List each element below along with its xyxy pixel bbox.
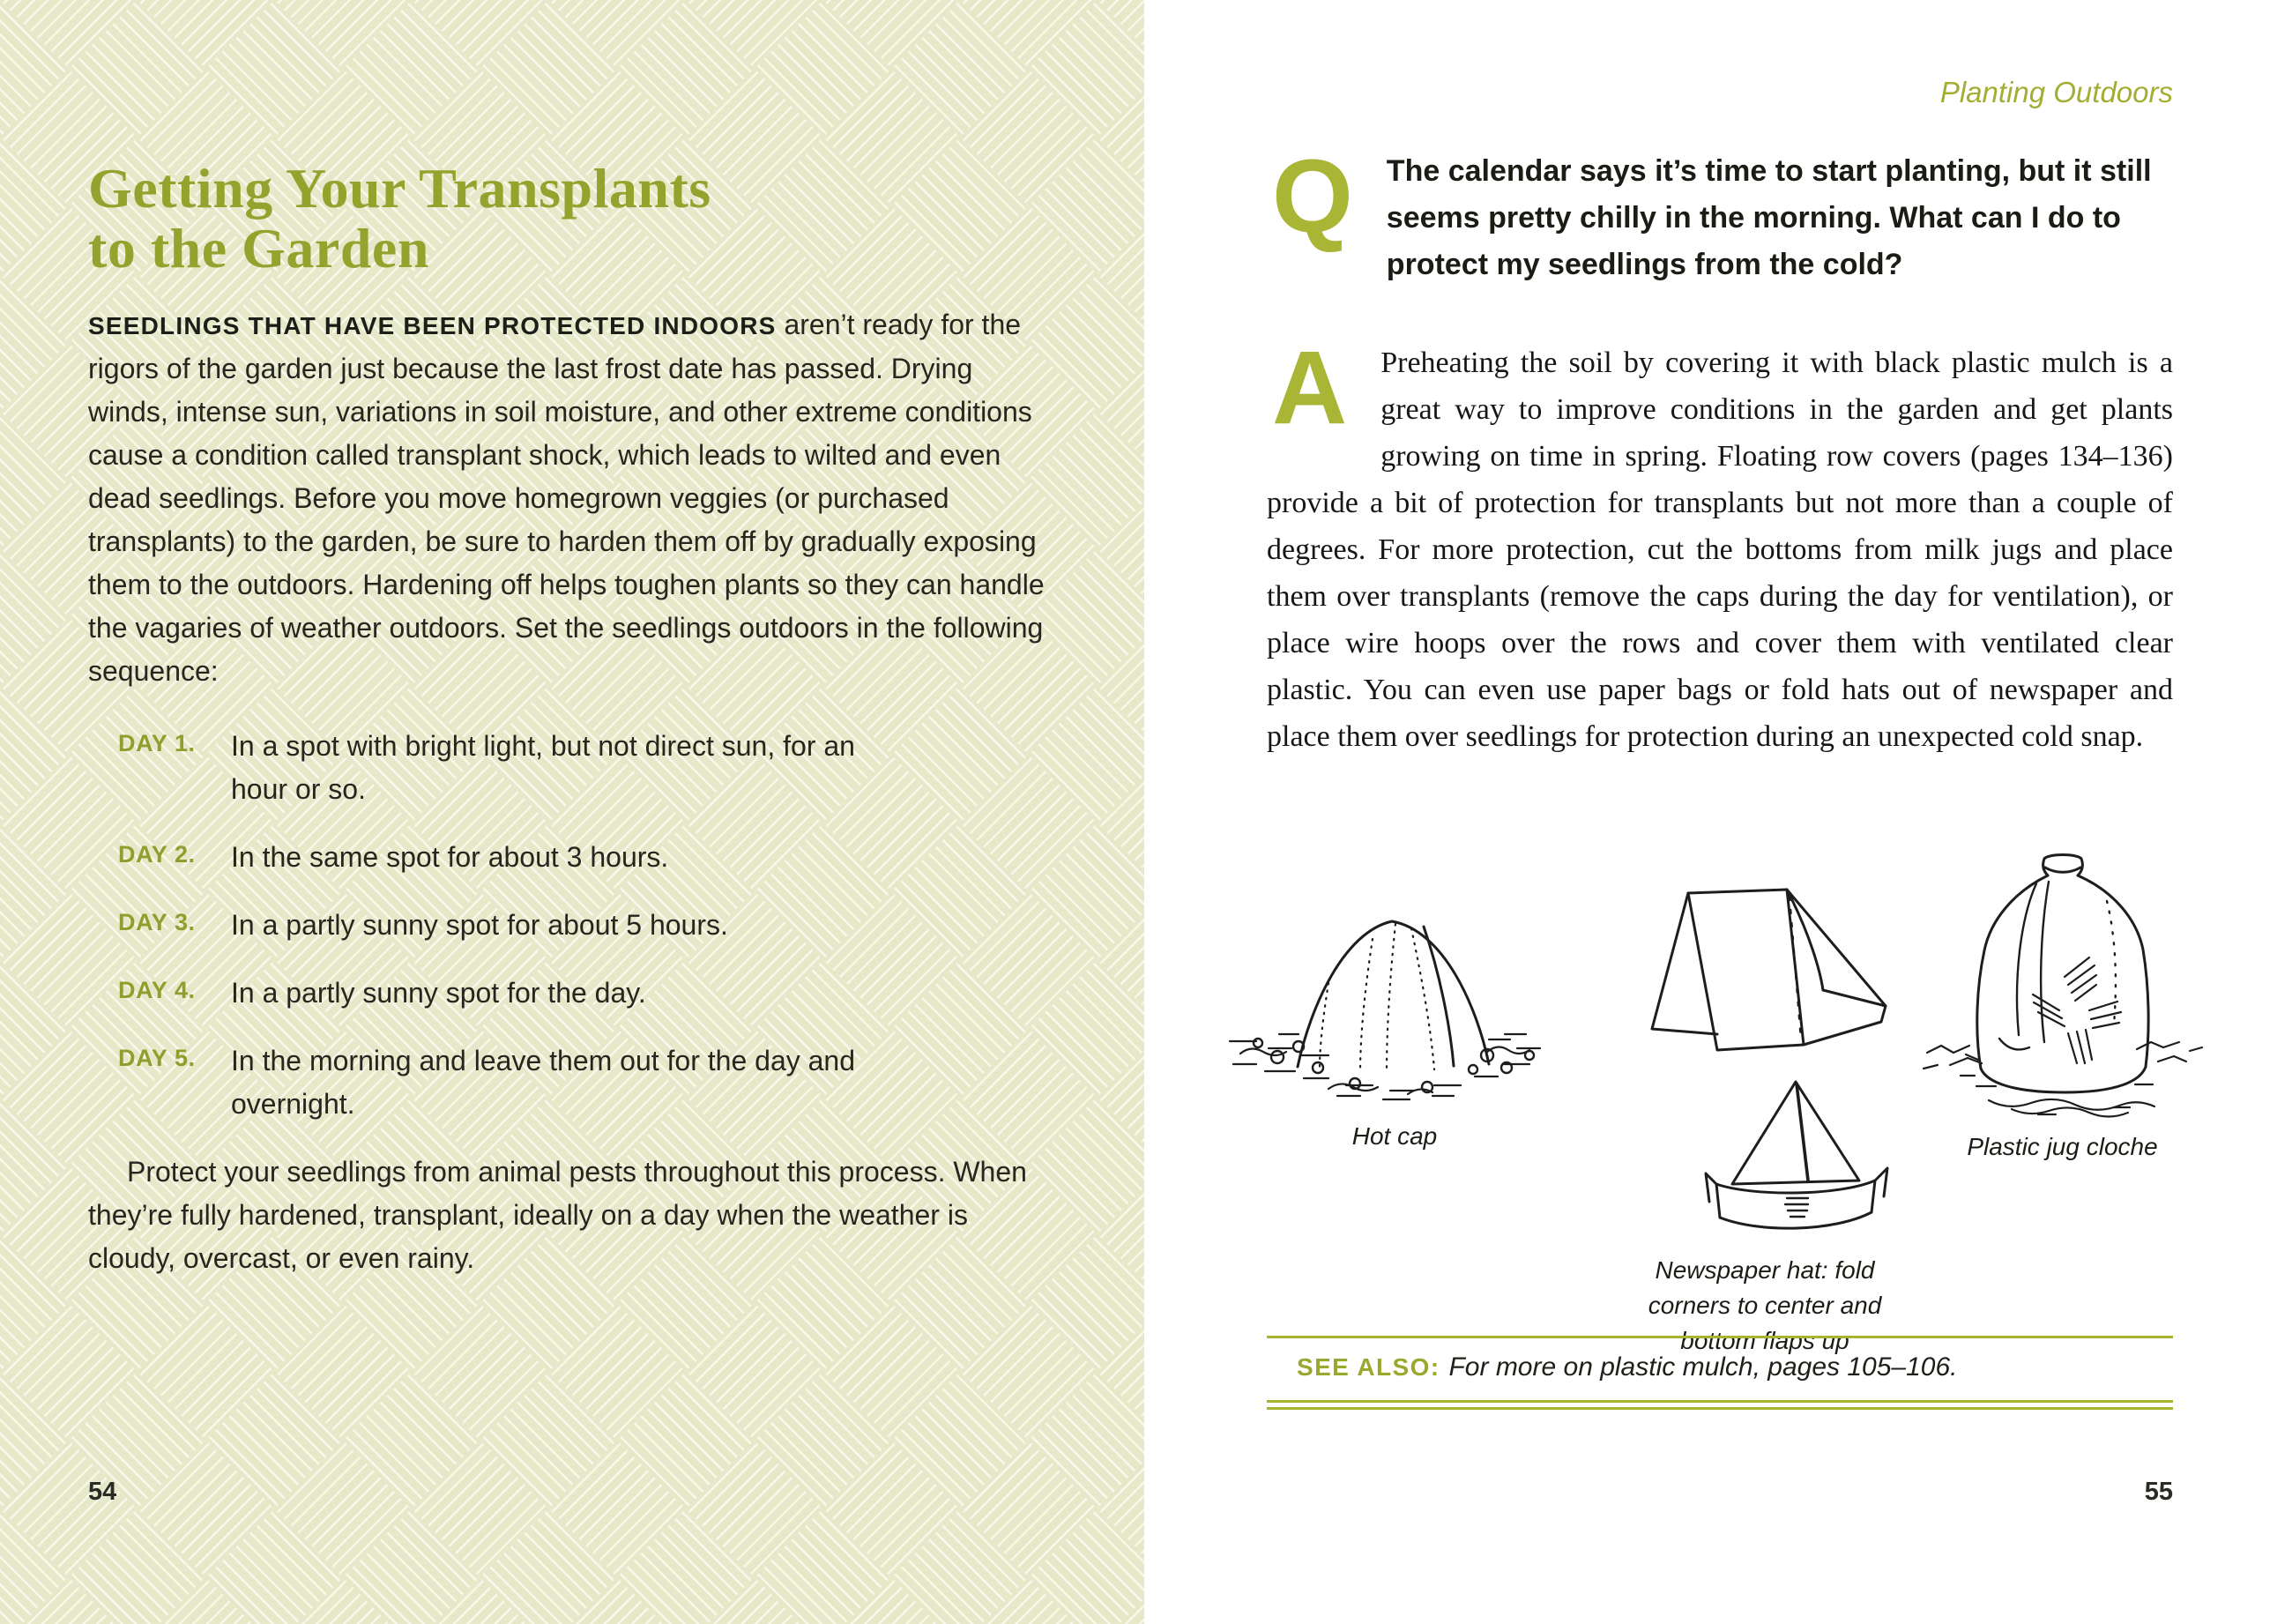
- running-head: Planting Outdoors: [1939, 76, 2173, 108]
- hot-cap-drawing: [1223, 868, 1566, 1102]
- newspaper-hat-caption: Newspaper hat: fold corners to center and bottom flaps up: [1648, 1256, 1882, 1354]
- day-item: [118, 836, 1058, 879]
- right-page: [1144, 0, 2292, 1624]
- see-also-label: SEE ALSO:: [1297, 1353, 1440, 1381]
- left-page-content: [0, 0, 1144, 1280]
- hot-cap-figure: [1223, 868, 1566, 1154]
- answer-text: Preheating the soil by covering it with black plastic mulch is a great way to improve conditions in the garden and get plants growing on time in spring. Floating row covers (pages 134–136) provide a bit of protection for transplants but not more than a couple of degrees. For more protection, cut the bottoms from milk jugs and place them over transplants (remove the caps during the day for ventilation), or place wire hoops over the rows and cover them with ventilated clear plastic. You can even use paper bags or fold hats out of newspaper and place them over seedlings for protection during an unexpected cold snap.: [1267, 346, 2173, 753]
- question-text: The calendar says it’s time to start planting, but it still seems pretty chilly in the morning. What can I do to protect my seedlings from the cold?: [1386, 154, 2152, 281]
- page-number-right: 55: [2144, 1478, 2173, 1506]
- question-letter-q: Q: [1272, 138, 1353, 255]
- figure-group: [1267, 846, 2173, 1354]
- plastic-jug-figure: [1915, 846, 2210, 1165]
- page-number-left: 54: [88, 1478, 117, 1506]
- hot-cap-caption: Hot cap: [1351, 1122, 1438, 1150]
- day-text: In the morning and leave them out for the day and overnight.: [231, 1045, 856, 1120]
- page-title: [88, 159, 1058, 279]
- newspaper-hat-figure: [1619, 860, 1910, 1359]
- day-label: DAY 5.: [118, 1045, 196, 1071]
- lead-in-text: SEEDLINGS THAT HAVE BEEN PROTECTED INDOORS: [88, 312, 777, 339]
- day-text: In a partly sunny spot for about 5 hours.: [231, 909, 728, 941]
- day-text: In a partly sunny spot for the day.: [231, 977, 646, 1009]
- answer-letter-a: A: [1272, 330, 1348, 446]
- answer-block: [1267, 330, 2173, 760]
- see-also-text: For more on plastic mulch, pages 105–106.: [1448, 1352, 1958, 1382]
- page-title-line1: Getting Your Transplants: [88, 157, 711, 220]
- intro-paragraph: [88, 303, 1053, 693]
- newspaper-hat-drawing: [1692, 1073, 1894, 1232]
- left-page: [0, 0, 1144, 1624]
- day-label: DAY 3.: [118, 909, 196, 935]
- day-label: DAY 1.: [118, 730, 196, 756]
- day-label: DAY 2.: [118, 841, 196, 868]
- day-text: In the same spot for about 3 hours.: [231, 841, 669, 873]
- intro-rest-text: aren’t ready for the rigors of the garden just because the last frost date has passed. Drying winds, intense sun, variations in soil moisture, and other extreme conditions cause a condition called transplant shock, which leads to wilted and even dead seedlings. Before you move homegrown veggies (or purchased transplants) to the garden, be sure to harden them off by gradually exposing them to the outdoors. Hardening off helps toughen plants so they can handle the vagaries of weather outdoors. Set the seedlings outdoors in the following sequence:: [88, 309, 1045, 687]
- plastic-jug-drawing: [1915, 846, 2210, 1120]
- folded-newspaper-drawing: [1633, 860, 1897, 1058]
- day-text: In a spot with bright light, but not direct sun, for an hour or so.: [231, 730, 855, 805]
- page-title-line2: to the Garden: [88, 217, 429, 279]
- question-block: [1267, 138, 2173, 288]
- see-also-box: [1267, 1336, 2173, 1403]
- day-item: [118, 904, 1058, 947]
- day-label: DAY 4.: [118, 977, 196, 1003]
- closing-paragraph: Protect your seedlings from animal pests throughout this process. When they’re fully hardened, transplant, ideally on a day when the weather is cloudy, overcast, or even rainy.: [88, 1156, 1027, 1274]
- day-item: [118, 725, 1058, 811]
- plastic-jug-caption: Plastic jug cloche: [1967, 1133, 2158, 1160]
- right-page-content: [1267, 0, 2173, 1624]
- day-item: [118, 972, 1058, 1015]
- day-item: [118, 1039, 1058, 1126]
- day-list: [88, 725, 1058, 1126]
